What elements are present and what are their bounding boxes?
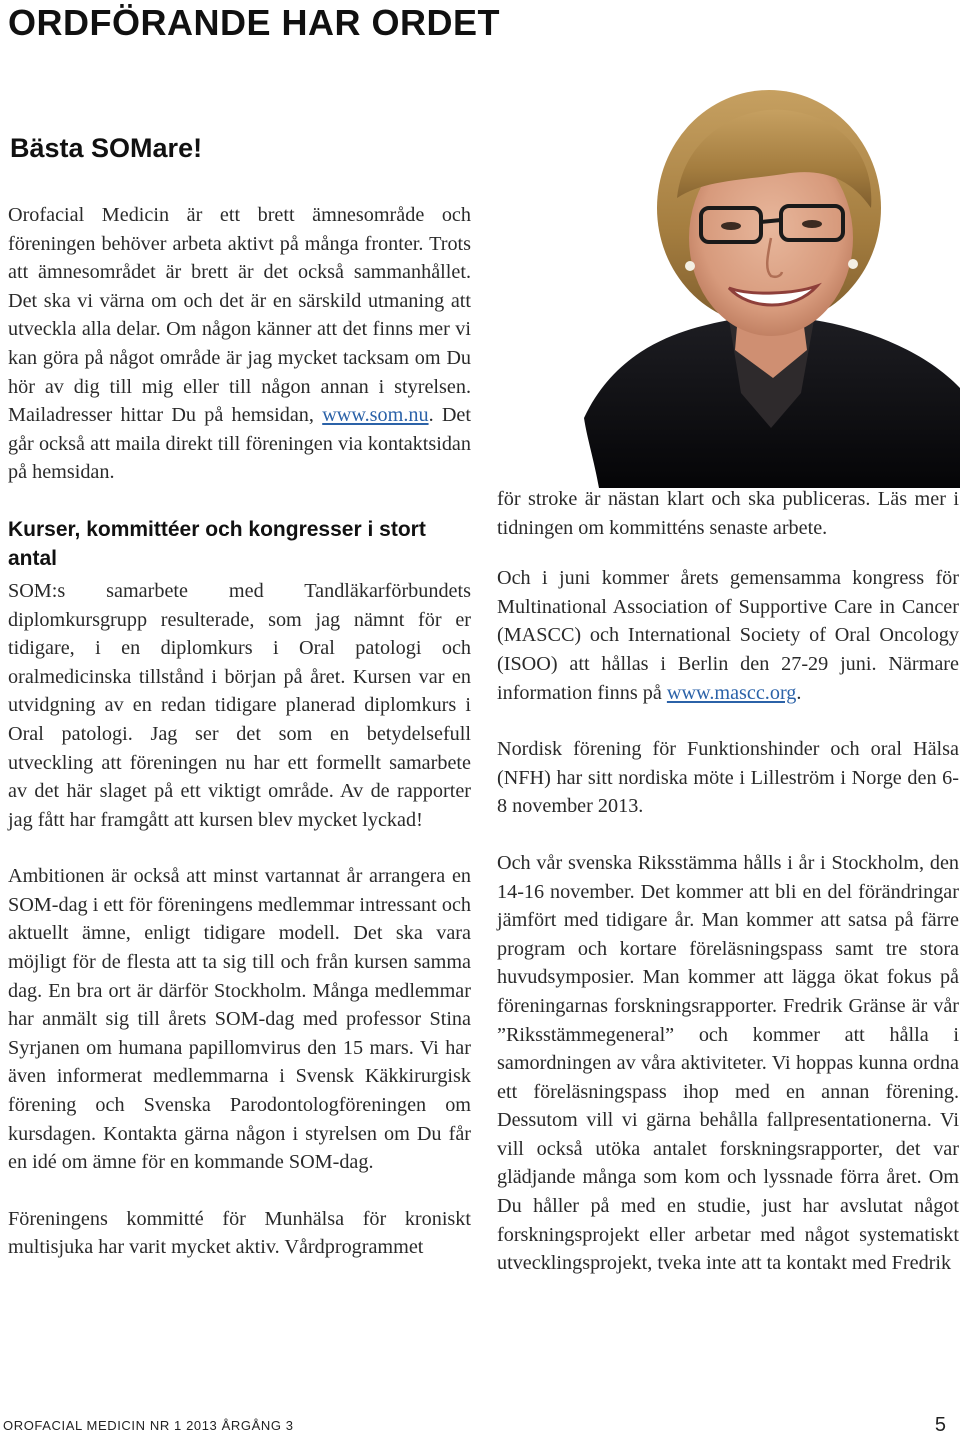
page-title: ORDFÖRANDE HAR ORDET — [8, 2, 500, 43]
intro-paragraph — [8, 201, 471, 487]
congress-text: Och i juni kommer årets gemensamma kongress för Multinational Association of Supportive Care in Cancer (MASCC) och International Society of Oral Oncology (ISOO) att hållas i Berlin den 27-29 juni. Närmare information finns på — [497, 567, 959, 704]
greeting-heading: Bästa SOMare! — [10, 133, 203, 163]
riksstamma-paragraph: Och vår svenska Riksstämma hålls i år i Stockholm, den 14-16 november. Det kommer att bli en del förändringar jämfört med tidigare år. Man kommer att satsa på färre program och kortare föreläsningspass samt tre stora huvudsymposier. Man kommer att lägga ökat fokus på föreningarnas forskningsrapporter. Fredrik Gränse är vår ”Riksstämmegeneral” och kommer att hålla i samordningen av våra aktiviteter. Vi hoppas kunna ordna ett föreläsningspass ihop med en annan förening. Dessutom vill vi gärna behålla fallpresentationerna. Vi vill också utöka antalet forskningsrapporter, det var glädjande många som kom och lyssnade förra året. Om Du håller på med en studie, just har avslutat något forskningsprojekt eller arbetar med något systematiskt utvecklingsprojekt, tveka inte att ta kontakt med Fredrik — [497, 851, 959, 1275]
stroke-paragraph: för stroke är nästan klart och ska publiceras. Läs mer i tidningen om kommitténs senaste arbete. — [497, 488, 959, 539]
mascc-link[interactable]: www.mascc.org — [666, 681, 797, 704]
page-number: 5 — [934, 1414, 946, 1436]
chairperson-portrait — [579, 88, 960, 488]
som-day-paragraph: Ambitionen är också att minst vartannat år arrangera en SOM-dag i ett för föreningens medlemmar intressant och aktuellt ämne, enligt tidigare modell. Det ska vara möjligt för de flesta att ta sig till och från kursen samma dag. En bra ort är därför Stockholm. Många medlemmar har anmält sig till årets SOM-dag med professor Stina Syrjanen om humana papillomvirus den 15 mars. Vi har även informerat medlemmarna i Svensk Käkkirurgisk förening och Svenska Parodontologföreningen om kursdagen. Kontakta gärna någon i styrelsen om Du får en idé om ämne för en kommande SOM-dag. — [8, 865, 471, 1174]
left-column — [8, 201, 471, 1262]
right-column — [497, 485, 959, 1278]
publication-footer: OROFACIAL MEDICIN NR 1 2013 ÅRGÅNG 3 — [3, 1418, 294, 1433]
nfh-paragraph: Nordisk förening för Funktionshinder och oral Hälsa (NFH) har sitt nordiska möte i Lilleström i Norge den 6-8 november 2013. — [497, 738, 959, 818]
committee-paragraph: Föreningens kommitté för Munhälsa för kroniskt multisjuka har varit mycket aktiv. Vårdprogrammet — [8, 1207, 471, 1259]
website-link[interactable]: www.som.nu — [322, 404, 429, 427]
section-heading: Kurser, kommittéer och kongresser i stort antal — [8, 517, 426, 570]
congress-text-end: . — [796, 681, 802, 704]
courses-paragraph: SOM:s samarbete med Tandläkarförbundets diplomkursgrupp resulterade, som jag nämnt för er tidigare, i en diplomkurs i Oral patologi och oralmedicinska tillstånd i början på året. Kursen var en utvidgning av en redan tidigare planerad diplomkurs i Oral patologi. Jag ser det som en betydelsefull utveckling att föreningen nu har ett formellt samarbete av det här slaget på ett viktigt område. Av de rapporter jag fått har framgått att kursen blev mycket lyckad! — [8, 579, 471, 831]
intro-text-end: . Det går också att maila direkt till föreningen via kontaktsidan på hemsidan. — [8, 404, 471, 484]
congress-paragraph — [497, 564, 959, 707]
intro-text: Orofacial Medicin är ett brett ämnesområde och föreningen behöver arbeta aktivt på många fronter. Trots att ämnesområdet är brett är det också sammanhållet. Det ska vi värna om och det är en särskild utmaning att utveckla alla delar. Om någon känner att det finns mer vi kan göra på något område är jag mycket tacksam om Du hör av dig till mig eller till någon annan i styrelsen. Mailadresser hittar Du på hemsidan, — [8, 204, 471, 427]
